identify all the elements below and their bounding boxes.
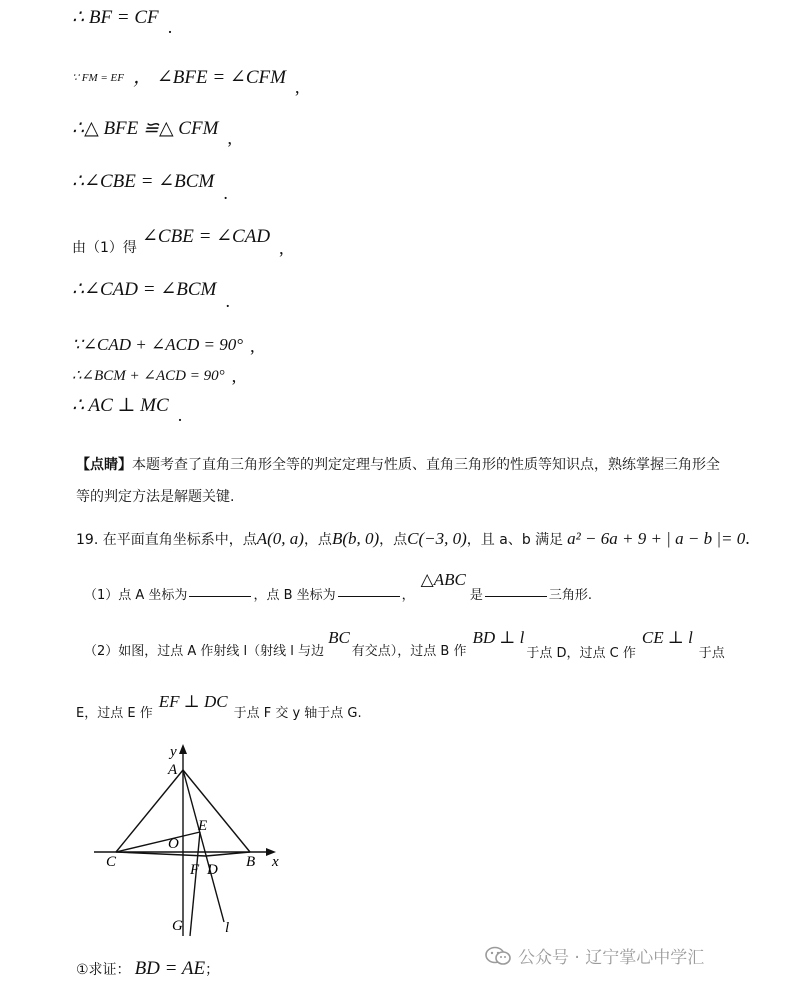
q19-part-1-b: ，点 B 坐标为 bbox=[253, 588, 336, 603]
label-c: C bbox=[106, 854, 117, 870]
answer-blank-type[interactable] bbox=[485, 596, 547, 597]
label-f: F bbox=[190, 862, 200, 878]
proof-line-3-end: , bbox=[227, 128, 232, 148]
label-y: y bbox=[170, 744, 177, 760]
q19-stem-prefix: 19. 在平面直角坐标系中，点 bbox=[76, 532, 257, 548]
proof-line-1-end: . bbox=[167, 17, 173, 37]
geometry-figure bbox=[80, 740, 320, 940]
q19-part-2-b: 有交点），过点 B 作 bbox=[351, 644, 467, 659]
q19-part-2-a: （2）如图，过点 A 作射线 l（射线 l 与边 bbox=[84, 644, 325, 659]
proof-line-2-text: ， ∠BFE = ∠CFM bbox=[133, 67, 286, 88]
proof-line-2 bbox=[72, 62, 300, 97]
proof-line-6 bbox=[72, 278, 230, 311]
proof-line-3 bbox=[72, 117, 232, 148]
q19-sep-2: ，点 bbox=[379, 532, 408, 548]
q19-part-2-line-2 bbox=[76, 692, 362, 721]
proof-line-9 bbox=[72, 394, 183, 425]
label-g: G bbox=[172, 918, 183, 934]
ray-l bbox=[183, 770, 224, 922]
q19-point-c: C(−3, 0) bbox=[407, 529, 467, 548]
proof-line-4-text: ∴∠CBE = ∠BCM bbox=[72, 171, 215, 192]
segment-eg bbox=[190, 832, 200, 936]
y-axis-arrow bbox=[179, 744, 187, 754]
q19-sub-1-eq: BD = AE bbox=[134, 958, 206, 979]
q19-sub-1-end: ； bbox=[205, 962, 220, 978]
q19-stem-cond: ，且 a、b 满足 bbox=[466, 532, 564, 548]
comment-tag: 【点睛】 bbox=[76, 457, 132, 473]
q19-sub-1-prefix: ①求证： bbox=[76, 962, 131, 978]
label-o: O bbox=[168, 836, 179, 852]
label-l: l bbox=[225, 920, 230, 936]
q19-part-2-line-1 bbox=[84, 628, 725, 661]
comment-line-2 bbox=[76, 486, 234, 506]
q19-equation-end: . bbox=[745, 528, 750, 548]
label-x: x bbox=[272, 854, 279, 870]
proof-line-5 bbox=[72, 225, 284, 258]
wechat-icon bbox=[484, 945, 512, 967]
proof-line-4 bbox=[72, 170, 228, 203]
segment-ab bbox=[183, 770, 250, 852]
q19-sep-1: ，点 bbox=[303, 532, 332, 548]
proof-line-8-end: , bbox=[231, 366, 237, 386]
q19-part-2-c: 于点 D，过点 C 作 bbox=[526, 646, 636, 661]
comment-text-2: 等的判定方法是解题关键. bbox=[76, 489, 235, 505]
q19-part-2-bc: BC bbox=[328, 628, 350, 647]
proof-line-4-end: . bbox=[223, 183, 228, 203]
q19-part-1-c: ， bbox=[401, 588, 415, 603]
q19-part-1 bbox=[84, 570, 592, 603]
q19-point-a: A(0, a) bbox=[256, 529, 304, 548]
proof-line-3-text: ∴△ BFE ≌△ CFM bbox=[72, 118, 219, 139]
q19-part-2-ce: CE ⊥ l bbox=[641, 628, 693, 647]
q19-stem bbox=[76, 528, 750, 549]
q19-part-2-e: E，过点 E 作 bbox=[76, 706, 153, 721]
label-b: B bbox=[246, 854, 256, 870]
proof-line-5-text: ∠CBE = ∠CAD bbox=[142, 226, 271, 247]
proof-line-1 bbox=[72, 6, 173, 37]
proof-line-7-text: ∵∠CAD + ∠ACD = 90° bbox=[72, 335, 244, 354]
q19-equation: a² − 6a + 9 + | a − b |= 0 bbox=[567, 529, 746, 548]
segment-ce bbox=[116, 832, 200, 852]
proof-line-9-end: . bbox=[177, 405, 183, 425]
proof-line-5-end: , bbox=[279, 238, 284, 258]
q19-part-1-a: （1）点 A 坐标为 bbox=[84, 588, 188, 603]
q19-point-b: B(b, 0) bbox=[331, 529, 380, 548]
q19-triangle: △ABC bbox=[420, 570, 466, 589]
answer-blank-b[interactable] bbox=[338, 596, 400, 597]
q19-part-2-f: 于点 F 交 y 轴于点 G. bbox=[233, 706, 362, 721]
q19-part-1-d: 是 bbox=[469, 588, 483, 603]
proof-line-8 bbox=[72, 364, 236, 385]
watermark bbox=[484, 943, 704, 968]
proof-line-7-end: , bbox=[250, 336, 255, 356]
answer-blank-a[interactable] bbox=[189, 596, 251, 597]
watermark-text: 公众号 · 辽宁掌心中学汇 bbox=[518, 948, 705, 968]
label-d: D bbox=[207, 862, 218, 878]
label-e: E bbox=[198, 818, 208, 834]
proof-line-2-cond: ∵ FM = EF bbox=[72, 72, 124, 84]
proof-line-7 bbox=[72, 334, 255, 355]
q19-part-2-d: 于点 bbox=[698, 646, 725, 661]
q19-sub-1 bbox=[76, 958, 219, 980]
proof-line-9-text: ∴ AC ⊥ MC bbox=[72, 395, 169, 416]
proof-line-6-text: ∴∠CAD = ∠BCM bbox=[72, 279, 217, 300]
q19-part-1-e: 三角形. bbox=[548, 588, 592, 603]
proof-line-1-text: ∴ BF = CF bbox=[72, 7, 159, 28]
proof-line-5-prefix: 由（1）得 bbox=[72, 240, 137, 256]
label-a: A bbox=[168, 762, 178, 778]
comment-text-1: 本题考查了直角三角形全等的判定定理与性质、直角三角形的性质等知识点，熟练掌握三角形全 bbox=[132, 457, 720, 473]
q19-part-2-bd: BD ⊥ l bbox=[472, 628, 525, 647]
q19-part-2-ef: EF ⊥ DC bbox=[158, 692, 228, 711]
comment-line-1 bbox=[76, 454, 720, 474]
proof-line-2-end: , bbox=[295, 77, 300, 97]
proof-line-6-end: . bbox=[225, 291, 230, 311]
proof-line-8-text: ∴∠BCM + ∠ACD = 90° bbox=[72, 368, 225, 384]
